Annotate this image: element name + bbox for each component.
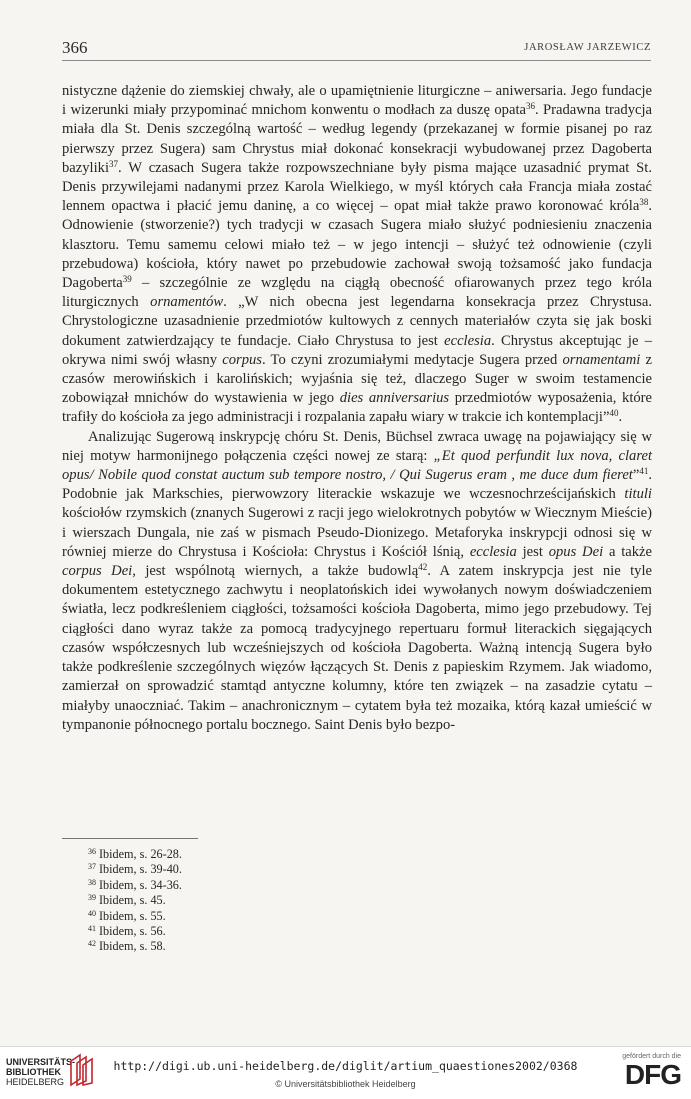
footnote-text: Ibidem, s. 55.: [99, 908, 166, 923]
text-run: . Odnowienie (stworzenie?) tych tradycji w czasach Sugera miało służyć podniesieniu znaczenia klasztoru. Temu samemu celowi miało też – w jego intencji – służyć też odnowienie (czyli przebudowa) kościoła, który nawet po przebudowie zachował swoją tożsamość jako fundacja Dagoberta: [62, 198, 652, 292]
header-rule: [62, 60, 651, 61]
footnote-number: 39: [88, 893, 96, 903]
text-run: . W czasach Sugera także rozpowszechniane były pisma mające uzasadnić prymat St. Denis przywilejami nadanymi przez Karola Wielkiego, w myśl których cała Francja miała zostać lennem opactwa i płacić jemu daninę, a co więcej – opat miał także prawo koronować króla: [62, 159, 652, 215]
body-text: [62, 82, 652, 735]
library-name-line: UNIVERSITÄTS-: [6, 1057, 76, 1067]
text-run: jest: [516, 543, 549, 560]
text-run: kościołów rzymskich (znanych Sugerowi z racji jego wielokrotnych pobytów w Wiecznym Mieście) i wierszach Dungala, nie zaś w pismach Pseudo-Dionizego. Metaforyka inskrypcji odnosi się w równiej mierze do Chrystusa i Kościoła: Chrystus i Kościół lśnią,: [62, 505, 652, 560]
footnote-ref[interactable]: 39: [122, 274, 132, 285]
footnote: [88, 847, 182, 862]
italic-term: opus Dei: [548, 543, 604, 560]
text-run: . „W nich obecna jest legendarna konsekracja przez Chrystusa. Chrystologiczne uzasadnienie przedmiotów kultowych z cennych materiałów czyta się jak boski dokument zatwierdzający te fundacje. Ciało Chrystusa to jest: [62, 294, 652, 349]
copyright-notice: © Universitätsbibliothek Heidelberg: [275, 1079, 416, 1089]
footnote-ref[interactable]: 42: [418, 562, 428, 573]
funding-caption: gefördert durch die: [622, 1053, 681, 1060]
footnote: [88, 939, 182, 954]
source-link[interactable]: http://digi.ub.uni-heidelberg.de/diglit/artium_quaestiones2002/0368: [113, 1059, 578, 1073]
footnote-text: Ibidem, s. 58.: [99, 939, 166, 954]
library-name-line: BIBLIOTHEK: [6, 1067, 61, 1077]
italic-term: tituli: [624, 486, 652, 503]
italic-term: ecclesia: [444, 332, 492, 349]
page-number: 366: [62, 38, 88, 57]
footnote-rule: [62, 838, 198, 839]
text-run: . To czyni zrozumiałymi medytacje Sugera przed: [261, 351, 563, 368]
italic-term: corpus: [222, 351, 262, 368]
text-run: – szczególnie ze względu na ciągłą obecność ofiarowanych przez tego króla liturgicznych: [62, 275, 652, 311]
text-run: , jest wspólnotą wiernych, a także budowlą: [132, 563, 419, 580]
footnote: [88, 878, 182, 893]
footnote-number: 38: [88, 877, 96, 887]
footnote-number: 37: [88, 862, 96, 872]
text-run: . A zatem inskrypcja jest nie tyle dokumentem estetycznego zachwytu i neoplatońskich idei wywołanych nowym doświadczeniem światła, lecz podkreśleniem ciągłości, tożsamości kościoła Dagoberta, mimo jego przebudowy. Tej ciągłości dano wyraz także za pomocą tradycyjnego repertuaru formuł literackich sięgających czasów współczesnych lub wcześniejszych od kościoła Dagoberta. Ważną intencją Sugera było także podkreślenie szczególnych więzów łączących St. Denis z papieskim Rzymem. Jak wiadomo, zamierzał on sprowadzić stamtąd antyczne kolumny, które ten związek – na zasadzie cytatu – miałyby unaoczniać. Takim – anachronicznym – cytatem była też mozaika, którą kazał umieścić w tympanonie północnego portalu bocznego. Saint Denis było bezpo-: [62, 563, 653, 733]
italic-term: dies anniversarius: [339, 390, 450, 407]
footnote-text: Ibidem, s. 26-28.: [99, 847, 182, 861]
footnote-number: 36: [88, 847, 96, 856]
running-head: JAROSŁAW JARZEWICZ: [524, 42, 651, 53]
footnote-text: Ibidem, s. 39-40.: [99, 862, 182, 877]
footnotes: [88, 847, 182, 955]
text-run: z czasów merowińskich i karolińskich; wyjaśnia się też, dlaczego Suger w swoim testamencie zobowiązał mnichów do wystawienia w jego: [62, 351, 652, 407]
footnote-ref[interactable]: 36: [525, 101, 535, 112]
dfg-funding[interactable]: [622, 1053, 681, 1089]
footnote-number: 41: [88, 924, 96, 934]
text-run: . Chrystus akceptując je – okrywa nimi swój własny: [62, 332, 652, 368]
paragraph-1: [62, 82, 652, 428]
footnote-ref[interactable]: 40: [609, 408, 619, 419]
text-run: .: [618, 409, 623, 426]
dfg-logo: DFG: [624, 1059, 681, 1090]
italic-term: corpus Dei: [62, 563, 133, 580]
footnote-text: Ibidem, s. 34-36.: [99, 877, 182, 892]
footnote-text: Ibidem, s. 56.: [99, 924, 166, 939]
italic-term: ornamentów: [150, 294, 224, 311]
source-url[interactable]: [0, 1059, 691, 1073]
text-run: . Pradawna tradycja miała dla St. Denis szczególną wartość – według legendy (przekazanej w formie pisanej po raz pierwszy przez Sugera) sam Chrystus miał dokonać konsekracji wybudowanej przez Dagoberta bazyliki: [62, 102, 652, 176]
italic-quote: „Et quod perfundit lux nova, claret opus/ Nobile quod constat auctum sub tempore nostro, / Qui Sugerus eram , me duce dum fieret: [62, 447, 653, 484]
footnote-ref[interactable]: 37: [109, 158, 119, 169]
text-run: ”: [632, 467, 640, 484]
paragraph-2: [62, 428, 652, 735]
text-run: Analizując Sugerową inskrypcję chóru St. Denis, Büchsel zwraca uwagę na pojawiający się w niej motyw harmonijnego połączenia części nowej ze starą:: [62, 428, 652, 464]
footnote: [88, 893, 182, 908]
italic-term: ornamentami: [562, 351, 641, 368]
footnote: [88, 862, 182, 877]
text-run: nistyczne dążenie do ziemskiej chwały, ale o upamiętnienie liturgiczne – aniwersaria. Jego fundacje i wizerunki miały przypominać mnichom konwentu o modłach za duszę opata: [62, 83, 652, 119]
footnote: [88, 909, 182, 924]
footnote-number: 40: [88, 908, 96, 918]
digitization-footer: [0, 1046, 691, 1099]
footnote-text: Ibidem, s. 45.: [99, 893, 166, 908]
text-run: a także: [603, 543, 653, 560]
italic-term: ecclesia: [469, 543, 517, 560]
text-run: . Podobnie jak Markschies, pierwowzory literackie wskazuje we wczesnochrześcijańskich: [62, 467, 652, 503]
footnote: [88, 924, 182, 939]
text-run: przedmiotów wyposażenia, które trafiły do kościoła za jego administracji i rozpalania zapału wiary w trakcie ich kontemplacji”: [62, 390, 653, 426]
footnote-number: 42: [88, 939, 96, 949]
library-name-line: HEIDELBERG: [6, 1077, 65, 1087]
footnote-ref[interactable]: 38: [639, 197, 649, 208]
footnote-ref[interactable]: 41: [639, 466, 649, 477]
